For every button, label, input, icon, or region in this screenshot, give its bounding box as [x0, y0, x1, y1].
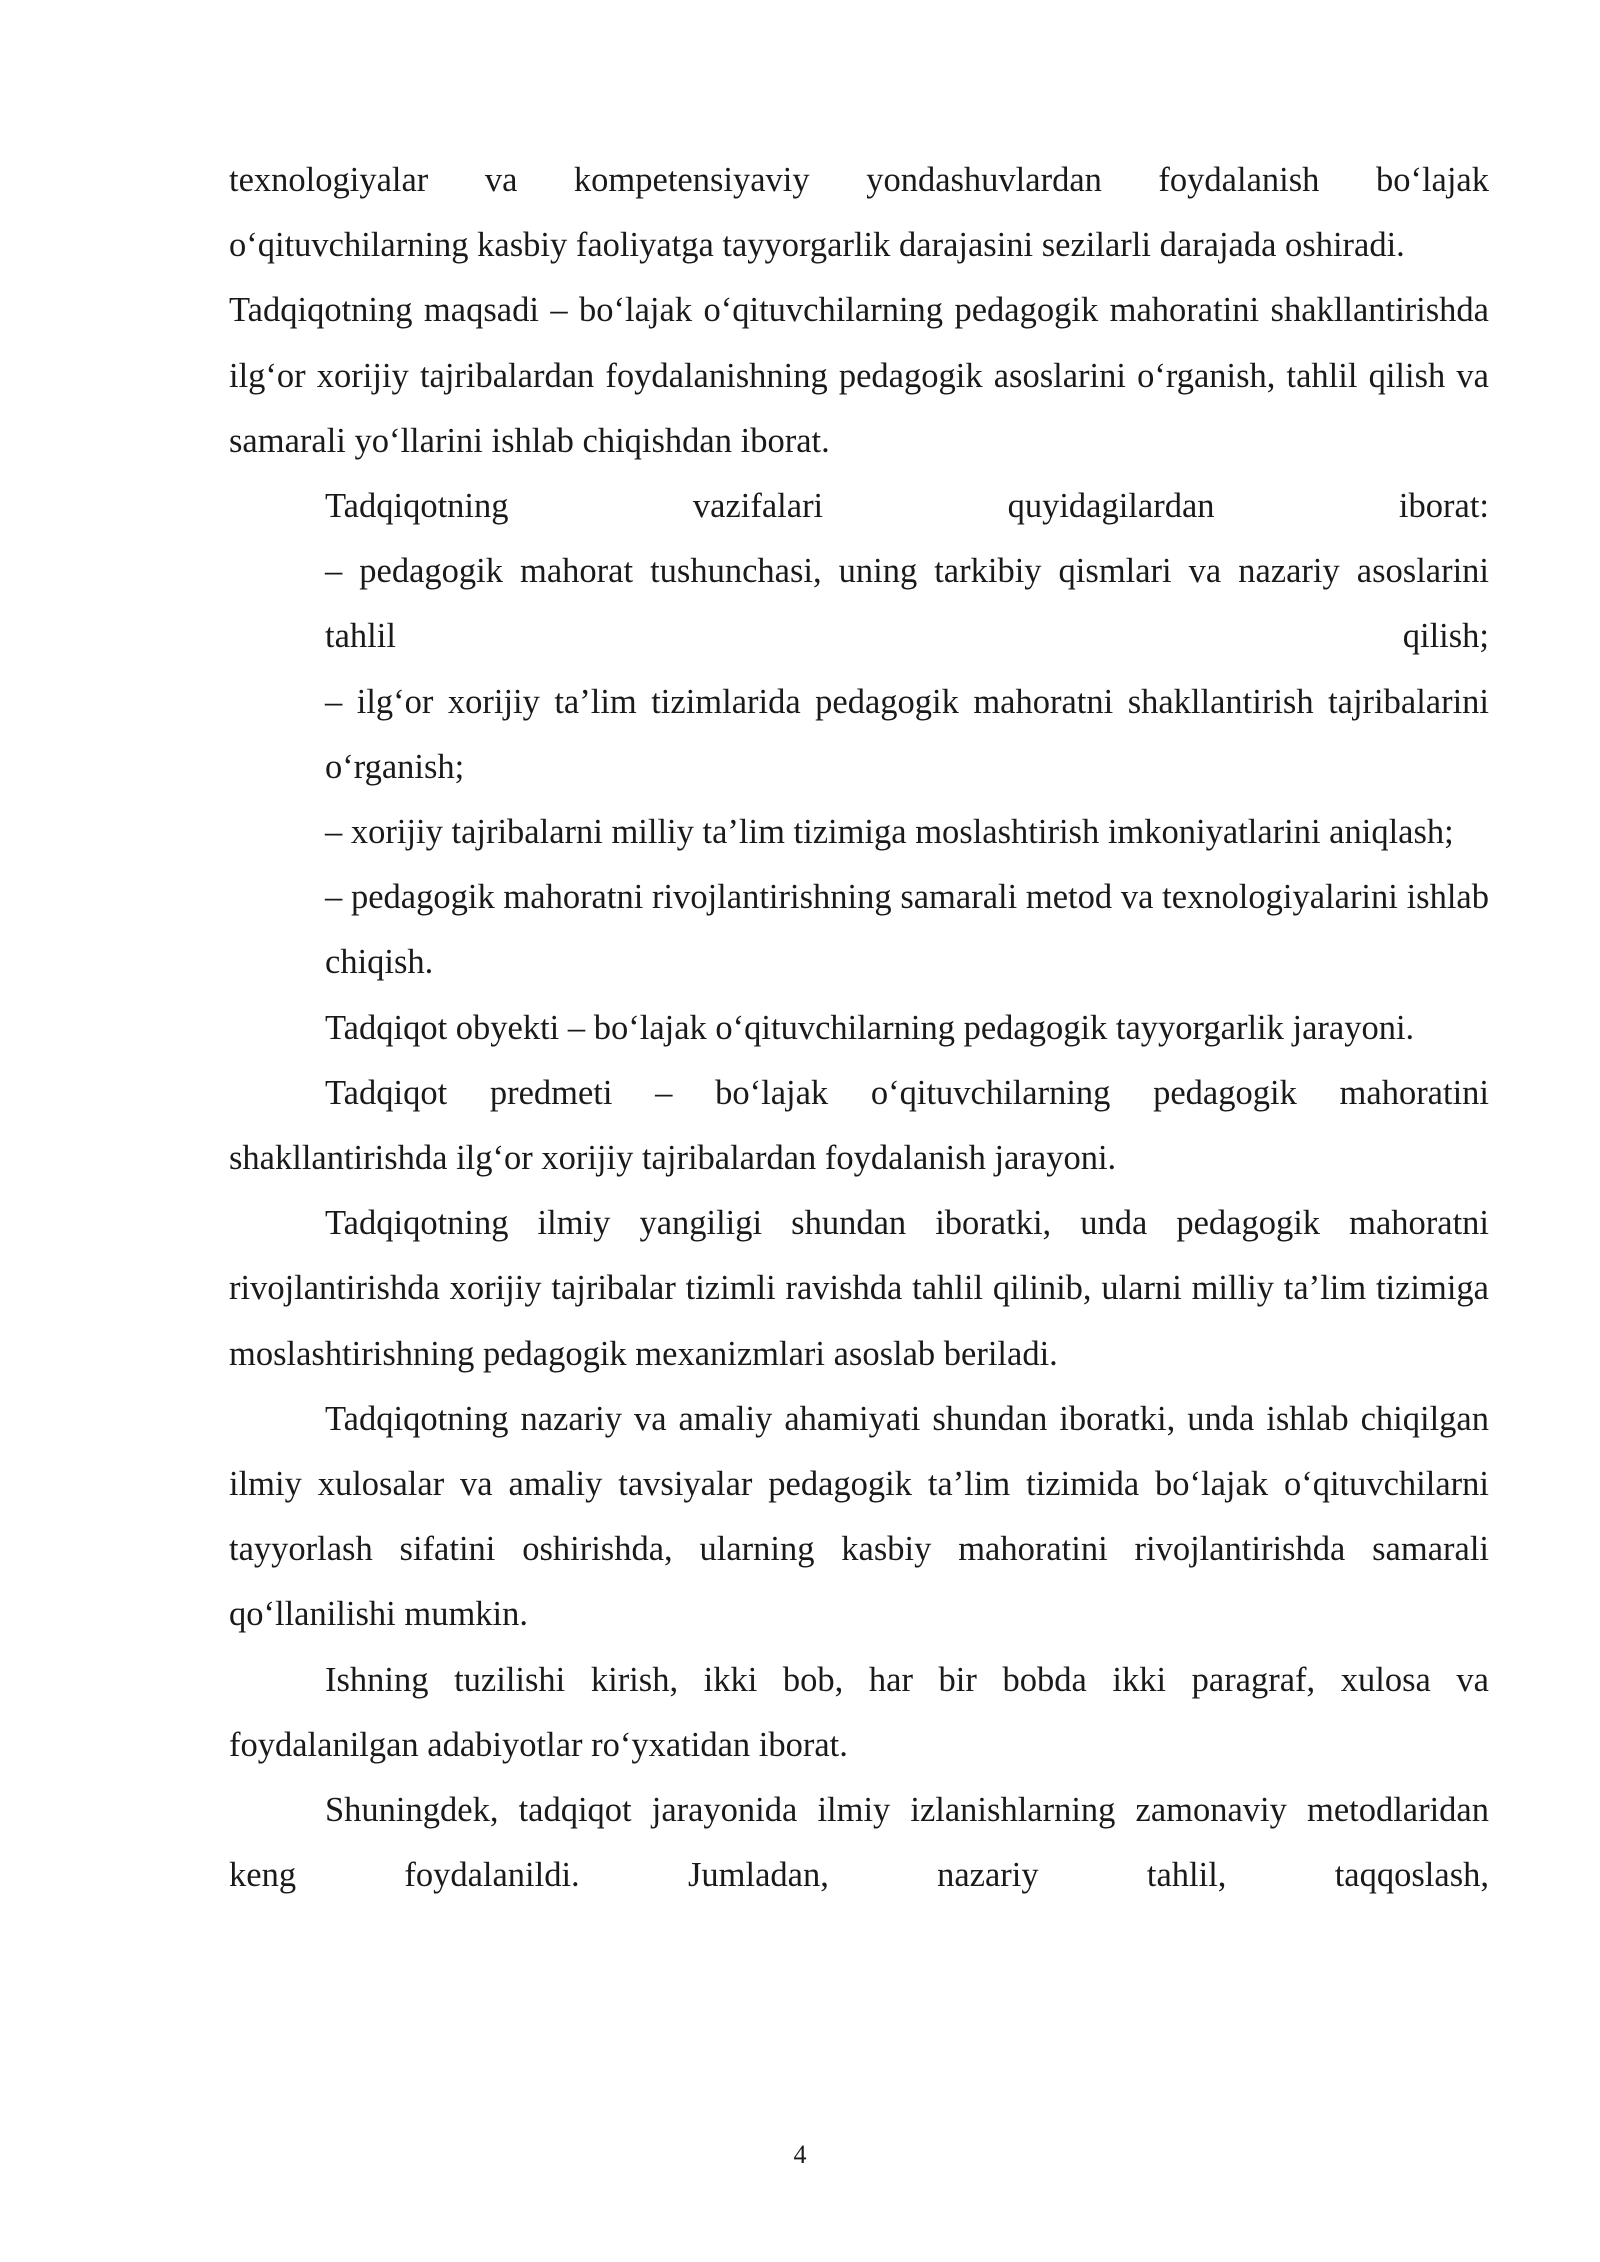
paragraph-scientific-novelty: Tadqiqotning ilmiy yangiligi shundan iboratki, unda pedagogik mahoratni rivojlantirishda xorijiy tajribalar tizimli ravishda tahlil qilinib, ularni milliy ta’lim tizimiga moslashtirishning pedagogik mexanizmlari asoslab beriladi. — [229, 1204, 1489, 1373]
paragraph-research-object: Tadqiqot obyekti – bo‘lajak o‘qituvchilarning pedagogik tayyorgarlik jarayoni. — [325, 1008, 1415, 1047]
list-item-task-4: – pedagogik mahoratni rivojlantirishning samarali metod va texnologiyalarini ishlab chiqish. — [325, 878, 1489, 982]
paragraph-intro-continuation: texnologiyalar va kompetensiyaviy yondashuvlardan foydalanish bo‘lajak o‘qituvchilarning kasbiy faoliyatga tayyorgarlik darajasini sezilarli darajada oshiradi. — [229, 161, 1489, 265]
tasks-list — [229, 474, 1489, 996]
page-number: 4 — [793, 2140, 807, 2169]
paragraph-structure: Ishning tuzilishi kirish, ikki bob, har bir bobda ikki paragraf, xulosa va foydalanilgan adabiyotlar ro‘yxatidan iborat. — [229, 1660, 1489, 1764]
list-item-task-2: – ilg‘or xorijiy ta’lim tizimlarida pedagogik mahoratni shakllantirish tajribalarini o‘rganish; — [325, 682, 1489, 786]
paragraph-significance: Tadqiqotning nazariy va amaliy ahamiyati shundan iboratki, unda ishlab chiqilgan ilmiy xulosalar va amaliy tavsiyalar pedagogik ta’lim tizimida bo‘lajak o‘qituvchilarni tayyorlash sifatini oshirishda, ularning kasbiy mahoratini rivojlantirishda samarali qo‘llanilishi mumkin. — [229, 1399, 1489, 1634]
list-item-task-3: – xorijiy tajribalarni milliy ta’lim tizimiga moslashtirish imkoniyatlarini aniqlash; — [325, 813, 1454, 852]
paragraph-research-subject: Tadqiqot predmeti – bo‘lajak o‘qituvchilarning pedagogik mahoratini shakllantirishda ilg‘or xorijiy tajribalardan foydalanish jarayoni. — [229, 1073, 1489, 1178]
paragraph-methods: Shuningdek, tadqiqot jarayonida ilmiy izlanishlarning zamonaviy metodlaridan keng foydalanildi. Jumladan, nazariy tahlil, taqqoslash, — [229, 1791, 1489, 1895]
tasks-heading: Tadqiqotning vazifalari quyidagilardan iborat: — [325, 487, 1489, 526]
list-item-task-1: – pedagogik mahorat tushunchasi, uning tarkibiy qismlari va nazariy asoslarini tahlil qilish; — [325, 552, 1489, 656]
paragraph-research-goal: Tadqiqotning maqsadi – bo‘lajak o‘qituvchilarning pedagogik mahoratini shakllantirishda ilg‘or xorijiy tajribalardan foydalanishning pedagogik asoslarini o‘rganish, tahlil qilish va samarali yo‘llarini ishlab chiqishdan iborat. — [229, 291, 1489, 460]
document-body — [229, 148, 1489, 1908]
